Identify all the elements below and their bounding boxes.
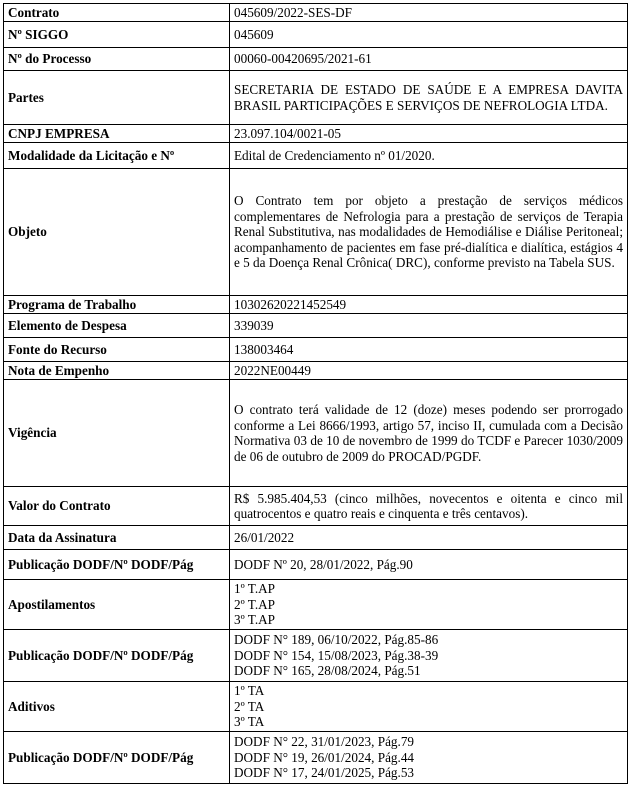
value-programa: 10302620221452549 — [230, 296, 628, 314]
label-processo: Nº do Processo — [4, 48, 230, 71]
label-assinatura: Data da Assinatura — [4, 526, 230, 550]
value-partes: SECRETARIA DE ESTADO DE SAÚDE E A EMPRESA DAVITA BRASIL PARTICIPAÇÕES E SERVIÇOS DE NEFROLOGIA LTDA. — [230, 71, 628, 125]
row-publicacao-3 — [4, 732, 628, 784]
value-valor: R$ 5.985.404,53 (cinco milhões, novecentos e oitenta e cinco mil quatrocentos e quatro reais e cinquenta e três centavos). — [230, 487, 628, 526]
label-modalidade: Modalidade da Licitação e Nº — [4, 143, 230, 169]
row-siggo — [4, 22, 628, 48]
row-programa — [4, 296, 628, 314]
value-processo: 00060-00420695/2021-61 — [230, 48, 628, 71]
value-fonte: 138003464 — [230, 338, 628, 362]
value-apostilamentos — [230, 580, 628, 630]
label-vigencia: Vigência — [4, 380, 230, 487]
value-modalidade: Edital de Credenciamento nº 01/2020. — [230, 143, 628, 169]
row-partes — [4, 71, 628, 125]
aditivo-item: 3º TA — [234, 714, 265, 730]
label-siggo: Nº SIGGO — [4, 22, 230, 48]
label-publicacao-2: Publicação DODF/Nº DODF/Pág — [4, 630, 230, 682]
apostilamento-item: 1º T.AP — [234, 581, 275, 597]
apostilamento-item: 3º T.AP — [234, 612, 275, 628]
value-publicacao-3 — [230, 732, 628, 784]
label-empenho: Nota de Empenho — [4, 362, 230, 380]
value-vigencia: O contrato terá validade de 12 (doze) meses podendo ser prorrogado conforme a Lei 8666/1993, artigo 57, inciso II, cumulada com a Decisão Normativa 03 de 10 de novembro de 1999 do TCDF e Parecer 1030/2009 de 06 de outubro de 2009 do PROCAD/PGDF. — [230, 380, 628, 487]
row-empenho — [4, 362, 628, 380]
label-partes: Partes — [4, 71, 230, 125]
label-cnpj: CNPJ EMPRESA — [4, 125, 230, 143]
row-vigencia — [4, 380, 628, 487]
label-fonte: Fonte do Recurso — [4, 338, 230, 362]
aditivo-item: 2º TA — [234, 698, 265, 714]
publicacao-item: DODF N° 165, 28/08/2024, Pág.51 — [234, 663, 421, 679]
row-valor — [4, 487, 628, 526]
row-assinatura — [4, 526, 628, 550]
value-assinatura: 26/01/2022 — [230, 526, 628, 550]
aditivo-item: 1º TA — [234, 683, 265, 699]
apostilamento-item: 2º T.AP — [234, 596, 275, 612]
value-publicacao-2 — [230, 630, 628, 682]
row-elemento — [4, 314, 628, 338]
publicacao-item: DODF N° 189, 06/10/2022, Pág.85-86 — [234, 632, 439, 648]
publicacao-item: DODF N° 19, 26/01/2024, Pág.44 — [234, 749, 415, 765]
publicacao-item: DODF N° 154, 15/08/2023, Pág.38-39 — [234, 647, 439, 663]
row-cnpj — [4, 125, 628, 143]
label-contrato: Contrato — [4, 4, 230, 22]
value-siggo: 045609 — [230, 22, 628, 48]
row-fonte — [4, 338, 628, 362]
row-modalidade — [4, 143, 628, 169]
value-empenho: 2022NE00449 — [230, 362, 628, 380]
row-contrato — [4, 4, 628, 22]
label-valor: Valor do Contrato — [4, 487, 230, 526]
label-publicacao-3: Publicação DODF/Nº DODF/Pág — [4, 732, 230, 784]
label-programa: Programa de Trabalho — [4, 296, 230, 314]
value-publicacao-1: DODF Nº 20, 28/01/2022, Pág.90 — [230, 550, 628, 580]
label-publicacao-1: Publicação DODF/Nº DODF/Pág — [4, 550, 230, 580]
row-publicacao-2 — [4, 630, 628, 682]
value-cnpj: 23.097.104/0021-05 — [230, 125, 628, 143]
label-apostilamentos: Apostilamentos — [4, 580, 230, 630]
label-aditivos: Aditivos — [4, 682, 230, 732]
value-objeto: O Contrato tem por objeto a prestação de serviços médicos complementares de Nefrologia para a prestação de serviços de Terapia Renal Substitutiva, nas modalidades de Hemodiálise e Diálise Peritoneal; acompanhamento de pacientes em fase pré-dialítica e dialítica, estágios 4 e 5 da Doença Renal Crônica( DRC), conforme previsto na Tabela SUS. — [230, 169, 628, 296]
publicacao-item: DODF N° 17, 24/01/2025, Pág.53 — [234, 765, 415, 781]
row-apostilamentos — [4, 580, 628, 630]
row-aditivos — [4, 682, 628, 732]
label-elemento: Elemento de Despesa — [4, 314, 230, 338]
publicacao-item: DODF N° 22, 31/01/2023, Pág.79 — [234, 734, 415, 750]
row-processo — [4, 48, 628, 71]
row-publicacao-1 — [4, 550, 628, 580]
value-aditivos — [230, 682, 628, 732]
contract-summary-table — [3, 3, 628, 784]
row-objeto — [4, 169, 628, 296]
value-elemento: 339039 — [230, 314, 628, 338]
label-objeto: Objeto — [4, 169, 230, 296]
value-contrato: 045609/2022-SES-DF — [230, 4, 628, 22]
